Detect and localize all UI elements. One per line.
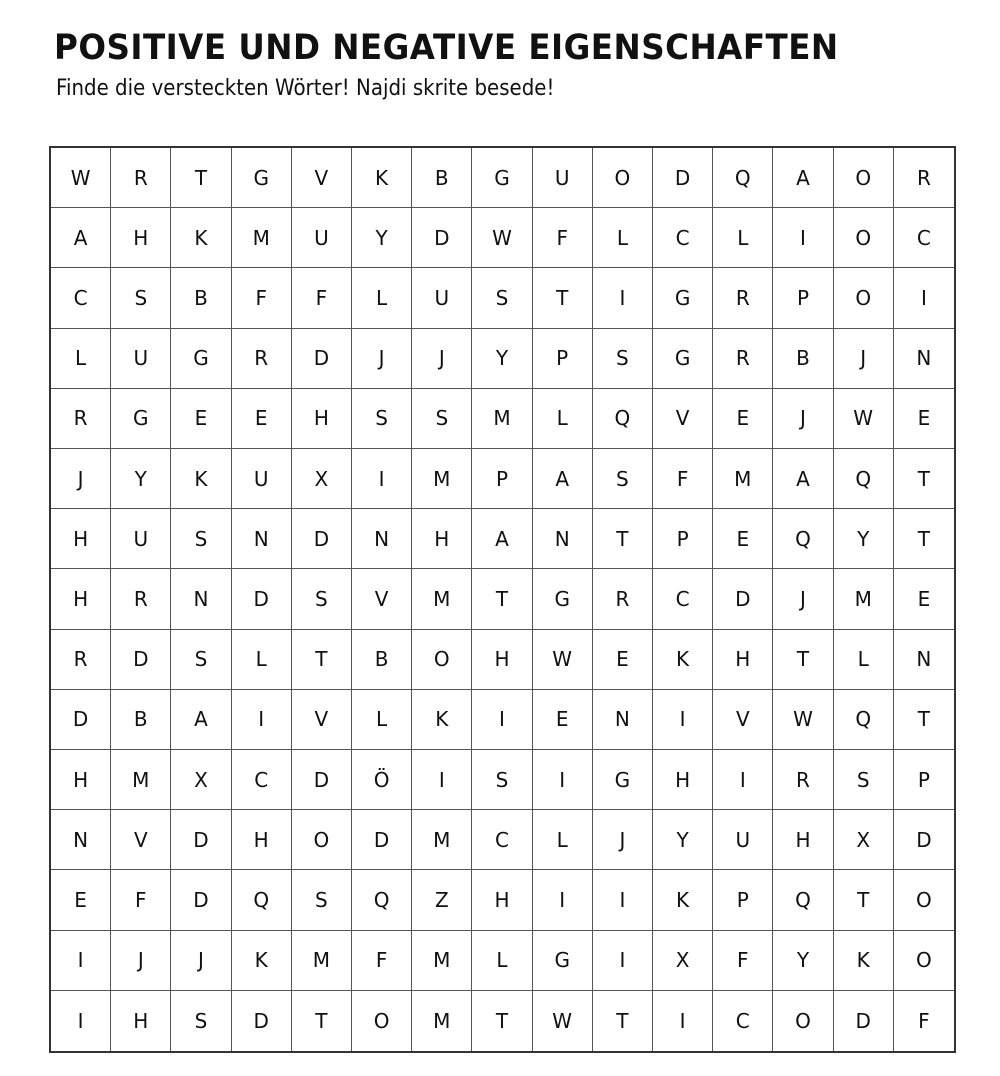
grid-cell[interactable]: H	[773, 810, 833, 870]
grid-cell[interactable]: V	[713, 690, 773, 750]
grid-cell[interactable]: R	[593, 569, 653, 629]
grid-cell[interactable]: Y	[472, 329, 532, 389]
grid-cell[interactable]: Y	[653, 810, 713, 870]
grid-cell[interactable]: E	[51, 870, 111, 930]
grid-cell[interactable]: R	[51, 389, 111, 449]
grid-cell[interactable]: W	[533, 991, 593, 1051]
grid-cell[interactable]: D	[232, 991, 292, 1051]
grid-cell[interactable]: K	[653, 870, 713, 930]
grid-cell[interactable]: K	[412, 690, 472, 750]
grid-cell[interactable]: S	[111, 268, 171, 328]
grid-cell[interactable]: I	[653, 690, 713, 750]
grid-cell[interactable]: M	[834, 569, 894, 629]
grid-cell[interactable]: K	[352, 148, 412, 208]
grid-cell[interactable]: O	[593, 148, 653, 208]
grid-cell[interactable]: E	[232, 389, 292, 449]
grid-cell[interactable]: R	[232, 329, 292, 389]
grid-cell[interactable]: V	[292, 690, 352, 750]
grid-cell[interactable]: C	[894, 208, 954, 268]
grid-cell[interactable]: E	[533, 690, 593, 750]
grid-cell[interactable]: R	[713, 268, 773, 328]
grid-cell[interactable]: U	[111, 329, 171, 389]
grid-cell[interactable]: J	[352, 329, 412, 389]
grid-cell[interactable]: J	[111, 931, 171, 991]
grid-cell[interactable]: B	[111, 690, 171, 750]
grid-cell[interactable]: K	[232, 931, 292, 991]
grid-cell[interactable]: H	[232, 810, 292, 870]
grid-cell[interactable]: M	[412, 931, 472, 991]
grid-cell[interactable]: S	[171, 630, 231, 690]
grid-cell[interactable]: J	[171, 931, 231, 991]
grid-cell[interactable]: S	[472, 268, 532, 328]
grid-cell[interactable]: Q	[713, 148, 773, 208]
grid-cell[interactable]: Z	[412, 870, 472, 930]
grid-cell[interactable]: S	[171, 509, 231, 569]
grid-cell[interactable]: G	[472, 148, 532, 208]
grid-cell[interactable]: T	[593, 509, 653, 569]
grid-cell[interactable]: P	[472, 449, 532, 509]
grid-cell[interactable]: S	[292, 870, 352, 930]
grid-cell[interactable]: L	[352, 268, 412, 328]
grid-cell[interactable]: K	[171, 208, 231, 268]
grid-cell[interactable]: J	[834, 329, 894, 389]
grid-cell[interactable]: K	[653, 630, 713, 690]
grid-cell[interactable]: D	[713, 569, 773, 629]
grid-cell[interactable]: F	[533, 208, 593, 268]
grid-cell[interactable]: D	[292, 509, 352, 569]
grid-cell[interactable]: A	[472, 509, 532, 569]
grid-cell[interactable]: C	[653, 208, 713, 268]
grid-cell[interactable]: L	[533, 389, 593, 449]
grid-cell[interactable]: C	[472, 810, 532, 870]
grid-cell[interactable]: J	[51, 449, 111, 509]
grid-cell[interactable]: S	[292, 569, 352, 629]
grid-cell[interactable]: H	[713, 630, 773, 690]
grid-cell[interactable]: M	[232, 208, 292, 268]
grid-cell[interactable]: D	[352, 810, 412, 870]
grid-cell[interactable]: T	[773, 630, 833, 690]
grid-cell[interactable]: R	[713, 329, 773, 389]
grid-cell[interactable]: I	[533, 750, 593, 810]
grid-cell[interactable]: I	[593, 931, 653, 991]
grid-cell[interactable]: V	[292, 148, 352, 208]
grid-cell[interactable]: W	[472, 208, 532, 268]
grid-cell[interactable]: I	[533, 870, 593, 930]
grid-cell[interactable]: K	[171, 449, 231, 509]
grid-cell[interactable]: T	[834, 870, 894, 930]
grid-cell[interactable]: P	[773, 268, 833, 328]
grid-cell[interactable]: M	[713, 449, 773, 509]
grid-cell[interactable]: H	[653, 750, 713, 810]
grid-cell[interactable]: L	[51, 329, 111, 389]
grid-cell[interactable]: H	[51, 509, 111, 569]
grid-cell[interactable]: D	[171, 870, 231, 930]
grid-cell[interactable]: Q	[834, 690, 894, 750]
grid-cell[interactable]: I	[593, 268, 653, 328]
grid-cell[interactable]: T	[894, 690, 954, 750]
grid-cell[interactable]: X	[171, 750, 231, 810]
grid-cell[interactable]: O	[834, 208, 894, 268]
grid-cell[interactable]: S	[593, 329, 653, 389]
grid-cell[interactable]: Y	[111, 449, 171, 509]
grid-cell[interactable]: M	[412, 810, 472, 870]
grid-cell[interactable]: E	[894, 389, 954, 449]
grid-cell[interactable]: O	[352, 991, 412, 1051]
grid-cell[interactable]: B	[773, 329, 833, 389]
grid-cell[interactable]: U	[232, 449, 292, 509]
grid-cell[interactable]: O	[292, 810, 352, 870]
grid-cell[interactable]: B	[171, 268, 231, 328]
grid-cell[interactable]: Q	[593, 389, 653, 449]
grid-cell[interactable]: F	[232, 268, 292, 328]
grid-cell[interactable]: E	[171, 389, 231, 449]
grid-cell[interactable]: C	[51, 268, 111, 328]
grid-cell[interactable]: D	[412, 208, 472, 268]
grid-cell[interactable]: G	[653, 329, 713, 389]
grid-cell[interactable]: F	[653, 449, 713, 509]
grid-cell[interactable]: H	[472, 630, 532, 690]
grid-cell[interactable]: N	[894, 329, 954, 389]
grid-cell[interactable]: W	[533, 630, 593, 690]
grid-cell[interactable]: M	[472, 389, 532, 449]
grid-cell[interactable]: H	[111, 991, 171, 1051]
grid-cell[interactable]: T	[292, 630, 352, 690]
grid-cell[interactable]: H	[412, 509, 472, 569]
grid-cell[interactable]: C	[232, 750, 292, 810]
grid-cell[interactable]: V	[111, 810, 171, 870]
grid-cell[interactable]: R	[51, 630, 111, 690]
grid-cell[interactable]: M	[412, 449, 472, 509]
grid-cell[interactable]: B	[412, 148, 472, 208]
grid-cell[interactable]: I	[51, 931, 111, 991]
grid-cell[interactable]: D	[834, 991, 894, 1051]
grid-cell[interactable]: T	[894, 509, 954, 569]
grid-cell[interactable]: O	[894, 870, 954, 930]
grid-cell[interactable]: R	[894, 148, 954, 208]
grid-cell[interactable]: A	[171, 690, 231, 750]
grid-cell[interactable]: D	[894, 810, 954, 870]
grid-cell[interactable]: I	[593, 870, 653, 930]
grid-cell[interactable]: S	[472, 750, 532, 810]
grid-cell[interactable]: L	[713, 208, 773, 268]
grid-cell[interactable]: L	[232, 630, 292, 690]
grid-cell[interactable]: I	[472, 690, 532, 750]
grid-cell[interactable]: L	[533, 810, 593, 870]
grid-cell[interactable]: H	[111, 208, 171, 268]
grid-cell[interactable]: W	[773, 690, 833, 750]
grid-cell[interactable]: C	[713, 991, 773, 1051]
grid-cell[interactable]: V	[653, 389, 713, 449]
grid-cell[interactable]: S	[593, 449, 653, 509]
grid-cell[interactable]: O	[412, 630, 472, 690]
grid-cell[interactable]: G	[593, 750, 653, 810]
grid-cell[interactable]: T	[472, 991, 532, 1051]
grid-cell[interactable]: G	[533, 931, 593, 991]
grid-cell[interactable]: M	[412, 991, 472, 1051]
grid-cell[interactable]: A	[51, 208, 111, 268]
grid-cell[interactable]: V	[352, 569, 412, 629]
grid-cell[interactable]: Y	[352, 208, 412, 268]
grid-cell[interactable]: I	[894, 268, 954, 328]
grid-cell[interactable]: D	[111, 630, 171, 690]
grid-cell[interactable]: U	[412, 268, 472, 328]
grid-cell[interactable]: K	[834, 931, 894, 991]
grid-cell[interactable]: G	[653, 268, 713, 328]
grid-cell[interactable]: O	[834, 148, 894, 208]
grid-cell[interactable]: S	[352, 389, 412, 449]
grid-cell[interactable]: A	[773, 148, 833, 208]
grid-cell[interactable]: Q	[834, 449, 894, 509]
grid-cell[interactable]: P	[713, 870, 773, 930]
grid-cell[interactable]: X	[653, 931, 713, 991]
grid-cell[interactable]: O	[834, 268, 894, 328]
grid-cell[interactable]: J	[773, 569, 833, 629]
grid-cell[interactable]: R	[111, 148, 171, 208]
grid-cell[interactable]: A	[533, 449, 593, 509]
grid-cell[interactable]: O	[894, 931, 954, 991]
grid-cell[interactable]: L	[472, 931, 532, 991]
grid-cell[interactable]: U	[533, 148, 593, 208]
grid-cell[interactable]: I	[653, 991, 713, 1051]
grid-cell[interactable]: Y	[773, 931, 833, 991]
grid-cell[interactable]: H	[292, 389, 352, 449]
grid-cell[interactable]: M	[412, 569, 472, 629]
grid-cell[interactable]: P	[894, 750, 954, 810]
grid-cell[interactable]: A	[773, 449, 833, 509]
grid-cell[interactable]: N	[352, 509, 412, 569]
grid-cell[interactable]: S	[171, 991, 231, 1051]
grid-cell[interactable]: T	[472, 569, 532, 629]
grid-cell[interactable]: W	[834, 389, 894, 449]
instructions: Finde die versteckten Wörter! Najdi skrite besede!	[56, 76, 555, 101]
grid-cell[interactable]: M	[111, 750, 171, 810]
grid-cell[interactable]: I	[412, 750, 472, 810]
grid-cell[interactable]: X	[834, 810, 894, 870]
grid-cell[interactable]: E	[713, 509, 773, 569]
grid-cell[interactable]: T	[593, 991, 653, 1051]
grid-cell[interactable]: W	[51, 148, 111, 208]
grid-cell[interactable]: T	[894, 449, 954, 509]
grid-cell[interactable]: D	[171, 810, 231, 870]
grid-cell[interactable]: I	[713, 750, 773, 810]
grid-cell[interactable]: Q	[352, 870, 412, 930]
grid-cell[interactable]: S	[834, 750, 894, 810]
grid-cell[interactable]: P	[653, 509, 713, 569]
grid-cell[interactable]: P	[533, 329, 593, 389]
grid-cell[interactable]: F	[713, 931, 773, 991]
grid-cell[interactable]: U	[713, 810, 773, 870]
grid-cell[interactable]: F	[352, 931, 412, 991]
grid-cell[interactable]: N	[593, 690, 653, 750]
grid-cell[interactable]: N	[232, 509, 292, 569]
grid-cell[interactable]: D	[292, 750, 352, 810]
grid-cell[interactable]: D	[232, 569, 292, 629]
grid-cell[interactable]: U	[111, 509, 171, 569]
grid-cell[interactable]: D	[292, 329, 352, 389]
grid-cell[interactable]: F	[111, 870, 171, 930]
grid-cell[interactable]: M	[292, 931, 352, 991]
grid-cell[interactable]: D	[51, 690, 111, 750]
grid-cell[interactable]: N	[533, 509, 593, 569]
grid-cell[interactable]: F	[292, 268, 352, 328]
grid-cell[interactable]: O	[773, 991, 833, 1051]
grid-cell[interactable]: F	[918, 1008, 930, 1033]
grid-cell[interactable]: U	[292, 208, 352, 268]
grid-cell[interactable]: E	[593, 630, 653, 690]
grid-cell[interactable]: G	[171, 329, 231, 389]
grid-cell[interactable]: G	[232, 148, 292, 208]
grid-cell[interactable]: G	[533, 569, 593, 629]
grid-cell[interactable]: T	[171, 148, 231, 208]
grid-cell[interactable]: T	[292, 991, 352, 1051]
grid-cell[interactable]: I	[773, 208, 833, 268]
grid-cell[interactable]: B	[352, 630, 412, 690]
grid-cell[interactable]: N	[171, 569, 231, 629]
grid-cell[interactable]: T	[533, 268, 593, 328]
grid-cell[interactable]: Q	[773, 870, 833, 930]
grid-cell[interactable]: I	[352, 449, 412, 509]
grid-cell[interactable]: I	[51, 991, 111, 1051]
grid-cell[interactable]: X	[292, 449, 352, 509]
grid-cell[interactable]: L	[352, 690, 412, 750]
grid-cell[interactable]: Ö	[352, 750, 412, 810]
grid-cell[interactable]: L	[834, 630, 894, 690]
grid-cell[interactable]: G	[111, 389, 171, 449]
grid-cell[interactable]: E	[894, 569, 954, 629]
grid-cell[interactable]: J	[773, 389, 833, 449]
grid-cell[interactable]: Q	[232, 870, 292, 930]
grid-cell[interactable]: D	[653, 148, 713, 208]
grid-cell[interactable]: J	[412, 329, 472, 389]
grid-cell[interactable]: Q	[773, 509, 833, 569]
grid-cell[interactable]: H	[51, 750, 111, 810]
grid-cell[interactable]: N	[51, 810, 111, 870]
grid-cell[interactable]: C	[653, 569, 713, 629]
grid-cell[interactable]: I	[232, 690, 292, 750]
grid-cell[interactable]: J	[593, 810, 653, 870]
grid-cell[interactable]: E	[713, 389, 773, 449]
grid-cell[interactable]: R	[773, 750, 833, 810]
grid-cell[interactable]: N	[894, 630, 954, 690]
grid-cell[interactable]: Y	[834, 509, 894, 569]
grid-cell[interactable]: H	[472, 870, 532, 930]
grid-cell[interactable]: S	[412, 389, 472, 449]
grid-cell[interactable]: H	[51, 569, 111, 629]
page-title: POSITIVE UND NEGATIVE EIGENSCHAFTEN	[54, 28, 839, 68]
word-search-grid	[49, 146, 956, 1053]
grid-cell[interactable]: R	[111, 569, 171, 629]
grid-cell[interactable]: L	[593, 208, 653, 268]
